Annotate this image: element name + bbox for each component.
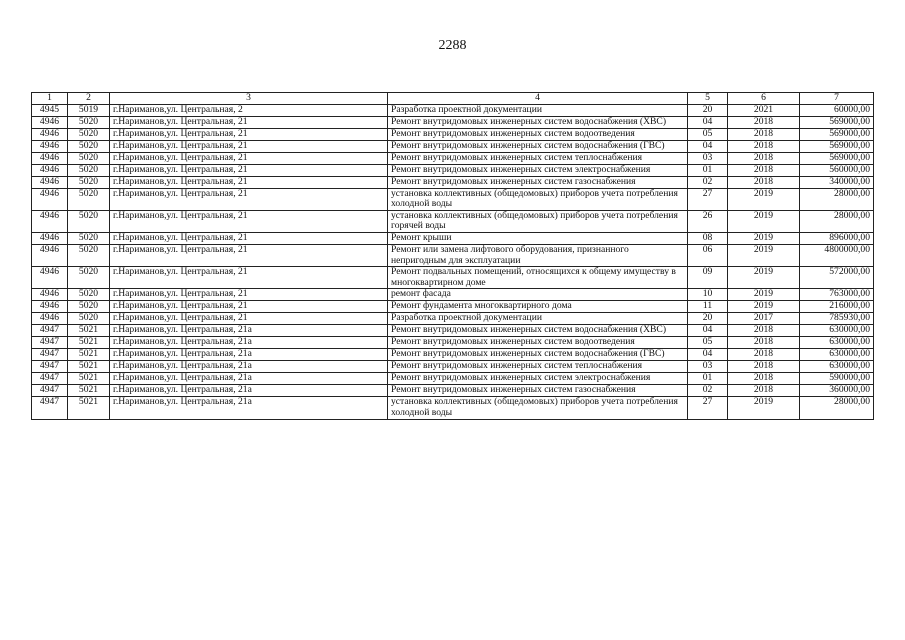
amount-cell: 569000,00 — [800, 152, 874, 164]
address-cell: г.Нариманов,ул. Центральная, 21а — [110, 337, 388, 349]
table-row — [32, 164, 874, 176]
year-cell: 2018 — [728, 373, 800, 385]
year-cell: 2019 — [728, 188, 800, 210]
address-cell: г.Нариманов,ул. Центральная, 21 — [110, 128, 388, 140]
address-cell: г.Нариманов,ул. Центральная, 21а — [110, 361, 388, 373]
table-row — [32, 313, 874, 325]
amount-cell: 572000,00 — [800, 267, 874, 289]
row-index-cell: 4947 — [32, 361, 68, 373]
amount-cell: 785930,00 — [800, 313, 874, 325]
work-code-cell: 11 — [688, 301, 728, 313]
row-index-cell: 4946 — [32, 188, 68, 210]
work-code-cell: 03 — [688, 361, 728, 373]
work-code-cell: 04 — [688, 325, 728, 337]
amount-cell: 28000,00 — [800, 397, 874, 419]
row-code-cell: 5020 — [68, 128, 110, 140]
address-cell: г.Нариманов,ул. Центральная, 2 — [110, 104, 388, 116]
address-cell: г.Нариманов,ул. Центральная, 21 — [110, 188, 388, 210]
amount-cell: 28000,00 — [800, 188, 874, 210]
row-code-cell: 5020 — [68, 176, 110, 188]
row-code-cell: 5020 — [68, 244, 110, 266]
address-cell: г.Нариманов,ул. Центральная, 21 — [110, 301, 388, 313]
work-code-cell: 06 — [688, 244, 728, 266]
address-cell: г.Нариманов,ул. Центральная, 21а — [110, 349, 388, 361]
column-header: 6 — [728, 93, 800, 105]
column-header: 5 — [688, 93, 728, 105]
table-row — [32, 116, 874, 128]
year-cell: 2021 — [728, 104, 800, 116]
amount-cell: 630000,00 — [800, 361, 874, 373]
column-header: 7 — [800, 93, 874, 105]
work-type-cell: Ремонт внутридомовых инженерных систем водоснабжения (ГВС) — [388, 349, 688, 361]
table-body — [32, 104, 874, 419]
address-cell: г.Нариманов,ул. Центральная, 21 — [110, 289, 388, 301]
amount-cell: 630000,00 — [800, 325, 874, 337]
row-code-cell: 5021 — [68, 397, 110, 419]
work-code-cell: 05 — [688, 337, 728, 349]
address-cell: г.Нариманов,ул. Центральная, 21 — [110, 176, 388, 188]
table-row — [32, 349, 874, 361]
work-type-cell: Ремонт подвальных помещений, относящихся к общему имуществу в многоквартирном доме — [388, 267, 688, 289]
table-row — [32, 140, 874, 152]
work-type-cell: Ремонт фундамента многоквартирного дома — [388, 301, 688, 313]
table-row — [32, 176, 874, 188]
table-row — [32, 128, 874, 140]
amount-cell: 340000,00 — [800, 176, 874, 188]
work-code-cell: 27 — [688, 397, 728, 419]
work-type-cell: ремонт фасада — [388, 289, 688, 301]
work-type-cell: Ремонт внутридомовых инженерных систем теплоснабжения — [388, 152, 688, 164]
address-cell: г.Нариманов,ул. Центральная, 21 — [110, 164, 388, 176]
table-row — [32, 301, 874, 313]
year-cell: 2018 — [728, 116, 800, 128]
row-code-cell: 5020 — [68, 289, 110, 301]
work-code-cell: 04 — [688, 140, 728, 152]
work-code-cell: 02 — [688, 176, 728, 188]
row-code-cell: 5021 — [68, 385, 110, 397]
row-code-cell: 5020 — [68, 164, 110, 176]
work-type-cell: Ремонт внутридомовых инженерных систем водоснабжения (ГВС) — [388, 140, 688, 152]
year-cell: 2018 — [728, 140, 800, 152]
row-code-cell: 5020 — [68, 301, 110, 313]
amount-cell: 216000,00 — [800, 301, 874, 313]
row-index-cell: 4946 — [32, 289, 68, 301]
table-row — [32, 267, 874, 289]
work-code-cell: 01 — [688, 164, 728, 176]
row-index-cell: 4946 — [32, 176, 68, 188]
column-header: 4 — [388, 93, 688, 105]
table-row — [32, 289, 874, 301]
work-type-cell: Ремонт внутридомовых инженерных систем водоотведения — [388, 128, 688, 140]
work-code-cell: 08 — [688, 232, 728, 244]
work-type-cell: Ремонт внутридомовых инженерных систем водоснабжения (ХВС) — [388, 116, 688, 128]
row-code-cell: 5019 — [68, 104, 110, 116]
row-code-cell: 5020 — [68, 232, 110, 244]
amount-cell: 590000,00 — [800, 373, 874, 385]
table-row — [32, 152, 874, 164]
amount-cell: 569000,00 — [800, 116, 874, 128]
amount-cell: 763000,00 — [800, 289, 874, 301]
work-type-cell: Разработка проектной документации — [388, 104, 688, 116]
row-index-cell: 4946 — [32, 313, 68, 325]
year-cell: 2018 — [728, 176, 800, 188]
row-index-cell: 4946 — [32, 152, 68, 164]
work-code-cell: 27 — [688, 188, 728, 210]
table-row — [32, 373, 874, 385]
work-type-cell: Ремонт внутридомовых инженерных систем водоснабжения (ХВС) — [388, 325, 688, 337]
work-code-cell: 02 — [688, 385, 728, 397]
row-index-cell: 4947 — [32, 373, 68, 385]
amount-cell: 28000,00 — [800, 210, 874, 232]
year-cell: 2019 — [728, 210, 800, 232]
row-code-cell: 5020 — [68, 210, 110, 232]
work-type-cell: Ремонт внутридомовых инженерных систем теплоснабжения — [388, 361, 688, 373]
amount-cell: 896000,00 — [800, 232, 874, 244]
work-type-cell: установка коллективных (общедомовых) приборов учета потребления горячей воды — [388, 210, 688, 232]
year-cell: 2018 — [728, 325, 800, 337]
page-number: 2288 — [438, 38, 467, 53]
row-index-cell: 4947 — [32, 385, 68, 397]
row-code-cell: 5020 — [68, 188, 110, 210]
address-cell: г.Нариманов,ул. Центральная, 21а — [110, 325, 388, 337]
year-cell: 2018 — [728, 164, 800, 176]
address-cell: г.Нариманов,ул. Центральная, 21а — [110, 397, 388, 419]
row-code-cell: 5020 — [68, 140, 110, 152]
work-code-cell: 09 — [688, 267, 728, 289]
year-cell: 2018 — [728, 152, 800, 164]
row-code-cell: 5020 — [68, 267, 110, 289]
amount-cell: 569000,00 — [800, 128, 874, 140]
work-code-cell: 20 — [688, 313, 728, 325]
year-cell: 2017 — [728, 313, 800, 325]
work-type-cell: Ремонт внутридомовых инженерных систем электроснабжения — [388, 164, 688, 176]
table-row — [32, 325, 874, 337]
column-header: 1 — [32, 93, 68, 105]
table-row — [32, 361, 874, 373]
row-code-cell: 5020 — [68, 116, 110, 128]
work-code-cell: 26 — [688, 210, 728, 232]
address-cell: г.Нариманов,ул. Центральная, 21 — [110, 313, 388, 325]
amount-cell: 569000,00 — [800, 140, 874, 152]
row-code-cell: 5021 — [68, 325, 110, 337]
amount-cell: 360000,00 — [800, 385, 874, 397]
work-type-cell: Ремонт внутридомовых инженерных систем электроснабжения — [388, 373, 688, 385]
address-cell: г.Нариманов,ул. Центральная, 21 — [110, 116, 388, 128]
row-index-cell: 4946 — [32, 164, 68, 176]
work-type-cell: установка коллективных (общедомовых) приборов учета потребления холодной воды — [388, 397, 688, 419]
work-code-cell: 04 — [688, 349, 728, 361]
address-cell: г.Нариманов,ул. Центральная, 21 — [110, 140, 388, 152]
row-code-cell: 5021 — [68, 361, 110, 373]
row-index-cell: 4946 — [32, 210, 68, 232]
year-cell: 2018 — [728, 349, 800, 361]
row-index-cell: 4946 — [32, 232, 68, 244]
year-cell: 2018 — [728, 361, 800, 373]
row-code-cell: 5020 — [68, 313, 110, 325]
amount-cell: 560000,00 — [800, 164, 874, 176]
table-row — [32, 232, 874, 244]
row-index-cell: 4946 — [32, 301, 68, 313]
row-code-cell: 5021 — [68, 337, 110, 349]
work-type-cell: Ремонт внутридомовых инженерных систем водоотведения — [388, 337, 688, 349]
header-row — [32, 93, 874, 105]
table-row — [32, 397, 874, 419]
year-cell: 2019 — [728, 301, 800, 313]
column-header: 2 — [68, 93, 110, 105]
table-row — [32, 337, 874, 349]
work-type-cell: Ремонт крыши — [388, 232, 688, 244]
year-cell: 2019 — [728, 267, 800, 289]
year-cell: 2018 — [728, 385, 800, 397]
address-cell: г.Нариманов,ул. Центральная, 21 — [110, 244, 388, 266]
row-code-cell: 5021 — [68, 373, 110, 385]
work-code-cell: 04 — [688, 116, 728, 128]
table-row — [32, 188, 874, 210]
address-cell: г.Нариманов,ул. Центральная, 21а — [110, 373, 388, 385]
table-row — [32, 210, 874, 232]
table-row — [32, 104, 874, 116]
row-index-cell: 4946 — [32, 267, 68, 289]
address-cell: г.Нариманов,ул. Центральная, 21а — [110, 385, 388, 397]
row-index-cell: 4947 — [32, 337, 68, 349]
row-index-cell: 4947 — [32, 349, 68, 361]
row-code-cell: 5020 — [68, 152, 110, 164]
year-cell: 2019 — [728, 289, 800, 301]
work-type-cell: Ремонт или замена лифтового оборудования, признанного непригодным для эксплуатации — [388, 244, 688, 266]
work-type-cell: Ремонт внутридомовых инженерных систем газоснабжения — [388, 176, 688, 188]
row-index-cell: 4946 — [32, 128, 68, 140]
year-cell: 2019 — [728, 397, 800, 419]
row-index-cell: 4946 — [32, 116, 68, 128]
row-index-cell: 4946 — [32, 244, 68, 266]
address-cell: г.Нариманов,ул. Центральная, 21 — [110, 232, 388, 244]
amount-cell: 60000,00 — [800, 104, 874, 116]
row-index-cell: 4947 — [32, 397, 68, 419]
year-cell: 2019 — [728, 232, 800, 244]
year-cell: 2018 — [728, 128, 800, 140]
work-code-cell: 05 — [688, 128, 728, 140]
table-row — [32, 385, 874, 397]
row-index-cell: 4945 — [32, 104, 68, 116]
work-type-cell: установка коллективных (общедомовых) приборов учета потребления холодной воды — [388, 188, 688, 210]
year-cell: 2019 — [728, 244, 800, 266]
address-cell: г.Нариманов,ул. Центральная, 21 — [110, 210, 388, 232]
row-index-cell: 4947 — [32, 325, 68, 337]
table-row — [32, 244, 874, 266]
data-table — [31, 92, 874, 420]
address-cell: г.Нариманов,ул. Центральная, 21 — [110, 267, 388, 289]
work-code-cell: 10 — [688, 289, 728, 301]
work-code-cell: 01 — [688, 373, 728, 385]
row-code-cell: 5021 — [68, 349, 110, 361]
work-code-cell: 03 — [688, 152, 728, 164]
year-cell: 2018 — [728, 337, 800, 349]
amount-cell: 4800000,00 — [800, 244, 874, 266]
work-code-cell: 20 — [688, 104, 728, 116]
work-type-cell: Разработка проектной документации — [388, 313, 688, 325]
address-cell: г.Нариманов,ул. Центральная, 21 — [110, 152, 388, 164]
row-index-cell: 4946 — [32, 140, 68, 152]
amount-cell: 630000,00 — [800, 349, 874, 361]
column-header: 3 — [110, 93, 388, 105]
amount-cell: 630000,00 — [800, 337, 874, 349]
work-type-cell: Ремонт внутридомовых инженерных систем газоснабжения — [388, 385, 688, 397]
